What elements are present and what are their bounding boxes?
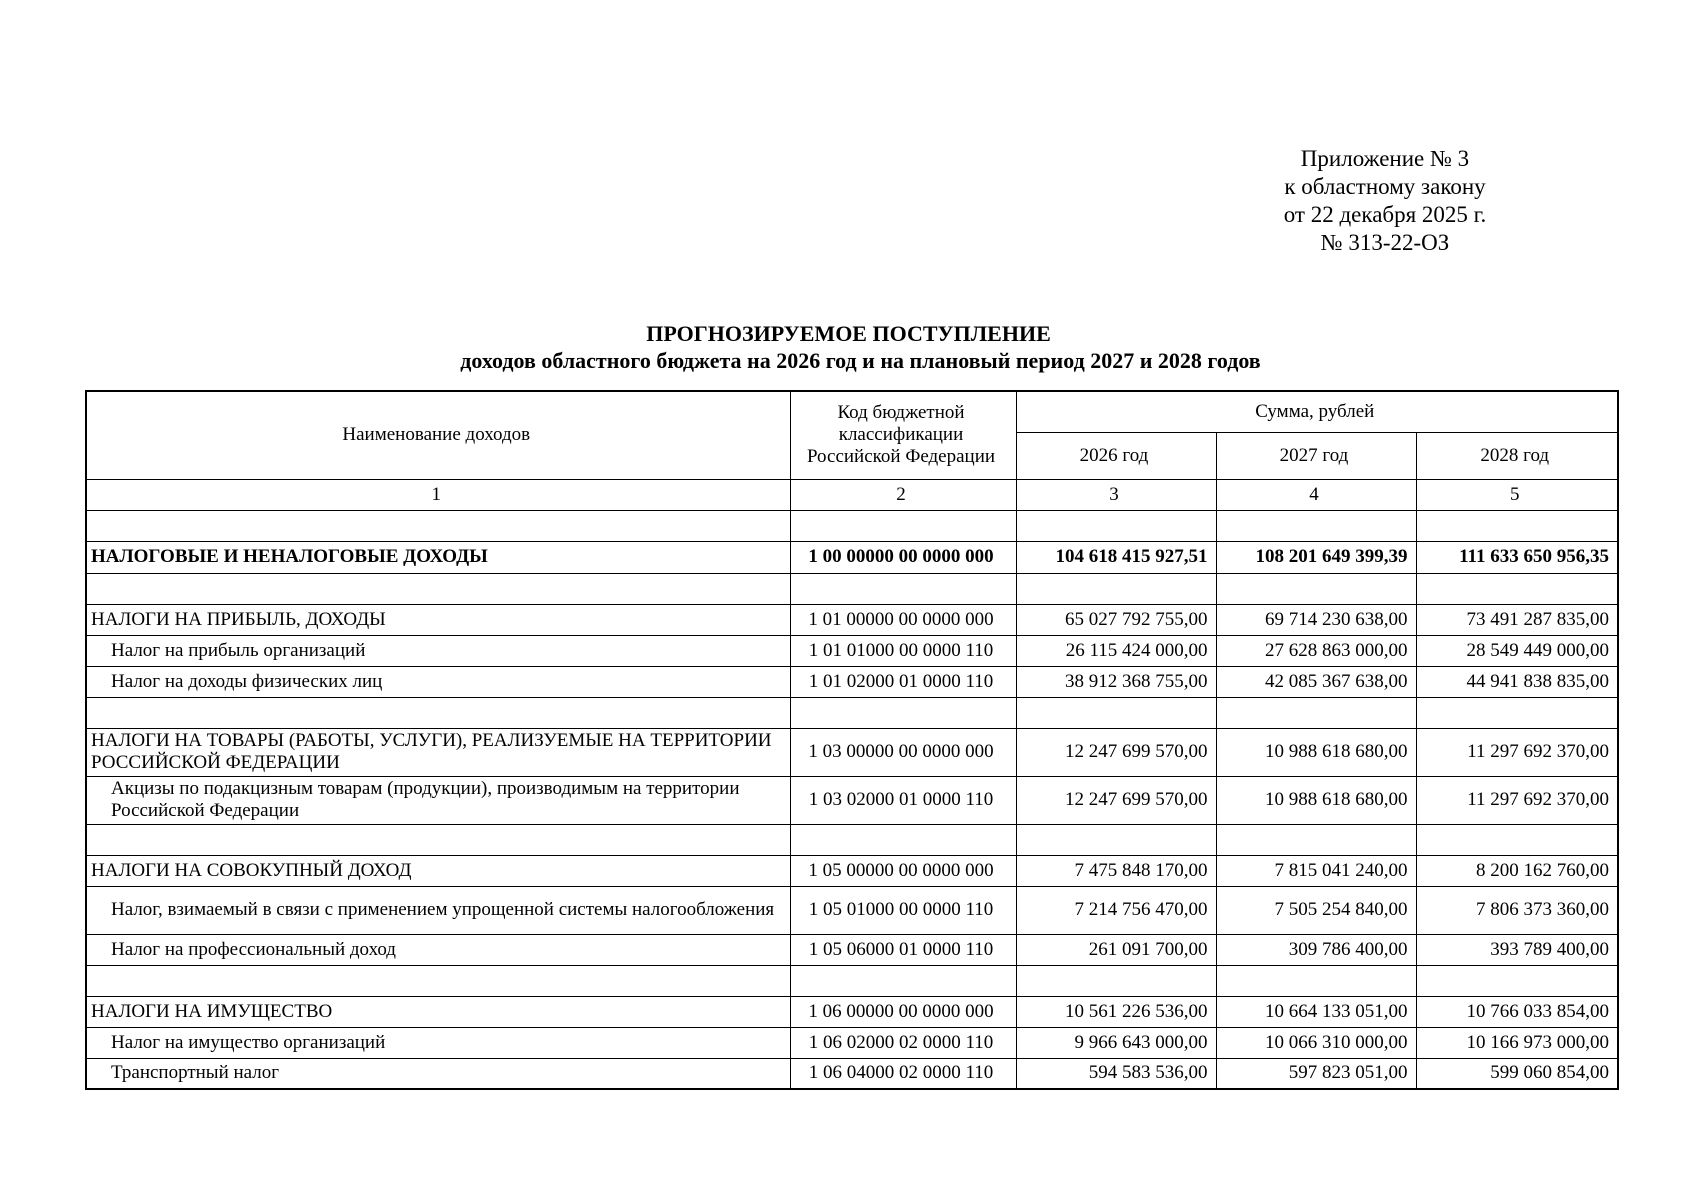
row-value-2028: 10 166 973 000,00	[1416, 1027, 1618, 1058]
document-title: ПРОГНОЗИРУЕМОЕ ПОСТУПЛЕНИЕ	[646, 321, 1051, 346]
row-value-2026: 10 561 226 536,00	[1016, 996, 1216, 1027]
row-code: 1 06 04000 02 0000 110	[790, 1058, 1016, 1089]
spacer-row	[86, 510, 1618, 541]
appendix-line: от 22 декабря 2025 г.	[1283, 202, 1487, 227]
row-value-2026: 12 247 699 570,00	[1016, 728, 1216, 776]
header-year-2026: 2026 год	[1016, 432, 1216, 479]
row-value-2028: 393 789 400,00	[1416, 934, 1618, 965]
row-value-2028: 11 297 692 370,00	[1416, 728, 1618, 776]
row-name: Налог на имущество организаций	[86, 1027, 790, 1058]
row-value-2027: 10 066 310 000,00	[1216, 1027, 1416, 1058]
row-value-2026: 7 214 756 470,00	[1016, 886, 1216, 934]
header-code: Код бюджетной классификации Российской Федерации	[790, 391, 1016, 479]
row-value-2028: 11 297 692 370,00	[1416, 776, 1618, 824]
row-value-2027: 7 505 254 840,00	[1216, 886, 1416, 934]
row-name: НАЛОГИ НА ПРИБЫЛЬ, ДОХОДЫ	[86, 604, 790, 635]
row-code: 1 00 00000 00 0000 000	[790, 541, 1016, 573]
table-row	[86, 934, 1618, 965]
table-row	[86, 604, 1618, 635]
row-value-2027: 108 201 649 399,39	[1216, 541, 1416, 573]
table-row	[86, 541, 1618, 573]
row-value-2028: 8 200 162 760,00	[1416, 855, 1618, 886]
row-value-2027: 10 664 133 051,00	[1216, 996, 1416, 1027]
row-name: Акцизы по подакцизным товарам (продукции), производимым на территории Российской Федерации	[86, 776, 790, 824]
row-value-2027: 309 786 400,00	[1216, 934, 1416, 965]
row-value-2026: 38 912 368 755,00	[1016, 666, 1216, 697]
row-value-2028: 28 549 449 000,00	[1416, 635, 1618, 666]
row-value-2028: 10 766 033 854,00	[1416, 996, 1618, 1027]
row-code: 1 06 00000 00 0000 000	[790, 996, 1016, 1027]
budget-table	[85, 390, 1619, 1090]
header-year-2028: 2028 год	[1416, 432, 1618, 479]
row-value-2027: 42 085 367 638,00	[1216, 666, 1416, 697]
row-code: 1 01 00000 00 0000 000	[790, 604, 1016, 635]
row-code: 1 05 06000 01 0000 110	[790, 934, 1016, 965]
row-name: Налог на профессиональный доход	[86, 934, 790, 965]
row-name: Налог на доходы физических лиц	[86, 666, 790, 697]
table-row	[86, 776, 1618, 824]
appendix-line: к областному закону	[1284, 174, 1486, 199]
row-code: 1 03 00000 00 0000 000	[790, 728, 1016, 776]
row-value-2027: 27 628 863 000,00	[1216, 635, 1416, 666]
table-row	[86, 996, 1618, 1027]
header-sum: Сумма, рублей	[1016, 391, 1618, 432]
row-name: Налог, взимаемый в связи с применением упрощенной системы налогообложения	[86, 886, 790, 934]
table-row	[86, 728, 1618, 776]
row-value-2028: 7 806 373 360,00	[1416, 886, 1618, 934]
appendix-note	[1215, 145, 1555, 257]
row-value-2028: 111 633 650 956,35	[1416, 541, 1618, 573]
column-index: 2	[790, 479, 1016, 510]
row-value-2028: 44 941 838 835,00	[1416, 666, 1618, 697]
row-value-2026: 12 247 699 570,00	[1016, 776, 1216, 824]
spacer-row	[86, 573, 1618, 604]
table-row	[86, 855, 1618, 886]
header-name: Наименование доходов	[86, 391, 790, 479]
row-name: НАЛОГОВЫЕ И НЕНАЛОГОВЫЕ ДОХОДЫ	[86, 541, 790, 573]
row-name: НАЛОГИ НА ИМУЩЕСТВО	[86, 996, 790, 1027]
row-code: 1 01 01000 00 0000 110	[790, 635, 1016, 666]
spacer-row	[86, 965, 1618, 996]
column-index: 4	[1216, 479, 1416, 510]
row-code: 1 06 02000 02 0000 110	[790, 1027, 1016, 1058]
row-value-2026: 65 027 792 755,00	[1016, 604, 1216, 635]
row-code: 1 01 02000 01 0000 110	[790, 666, 1016, 697]
appendix-line: Приложение № 3	[1300, 146, 1470, 171]
column-index: 5	[1416, 479, 1618, 510]
row-value-2027: 7 815 041 240,00	[1216, 855, 1416, 886]
row-name: Налог на прибыль организаций	[86, 635, 790, 666]
table-row	[86, 886, 1618, 934]
column-index: 1	[86, 479, 790, 510]
row-value-2026: 594 583 536,00	[1016, 1058, 1216, 1089]
row-value-2026: 261 091 700,00	[1016, 934, 1216, 965]
row-value-2027: 10 988 618 680,00	[1216, 776, 1416, 824]
row-value-2026: 9 966 643 000,00	[1016, 1027, 1216, 1058]
table-row	[86, 635, 1618, 666]
row-name: Транспортный налог	[86, 1058, 790, 1089]
row-name: НАЛОГИ НА ТОВАРЫ (РАБОТЫ, УСЛУГИ), РЕАЛИЗУЕМЫЕ НА ТЕРРИТОРИИ РОССИЙСКОЙ ФЕДЕРАЦИИ	[86, 728, 790, 776]
table-row	[86, 666, 1618, 697]
row-value-2026: 26 115 424 000,00	[1016, 635, 1216, 666]
header-year-2027: 2027 год	[1216, 432, 1416, 479]
row-value-2028: 599 060 854,00	[1416, 1058, 1618, 1089]
row-value-2026: 7 475 848 170,00	[1016, 855, 1216, 886]
column-index: 3	[1016, 479, 1216, 510]
row-value-2027: 69 714 230 638,00	[1216, 604, 1416, 635]
table-row	[86, 1027, 1618, 1058]
row-value-2027: 597 823 051,00	[1216, 1058, 1416, 1089]
row-value-2027: 10 988 618 680,00	[1216, 728, 1416, 776]
row-code: 1 05 00000 00 0000 000	[790, 855, 1016, 886]
row-value-2028: 73 491 287 835,00	[1416, 604, 1618, 635]
appendix-line: № 313-22-ОЗ	[1320, 230, 1450, 255]
table-row	[86, 1058, 1618, 1089]
row-code: 1 03 02000 01 0000 110	[790, 776, 1016, 824]
spacer-row	[86, 824, 1618, 855]
row-code: 1 05 01000 00 0000 110	[790, 886, 1016, 934]
row-value-2026: 104 618 415 927,51	[1016, 541, 1216, 573]
document-subtitle: доходов областного бюджета на 2026 год и на плановый период 2027 и 2028 годов	[460, 348, 1261, 373]
row-name: НАЛОГИ НА СОВОКУПНЫЙ ДОХОД	[86, 855, 790, 886]
spacer-row	[86, 697, 1618, 728]
